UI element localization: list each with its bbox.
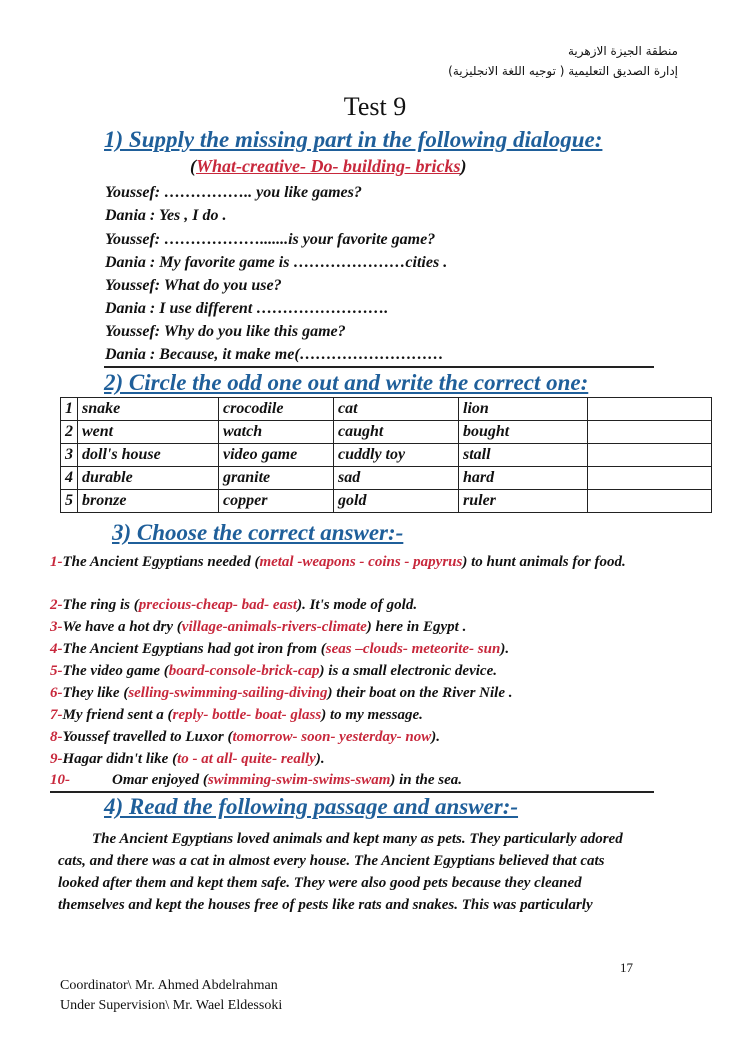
divider: [104, 366, 654, 368]
question-end: ).: [500, 641, 510, 657]
table-row: [61, 490, 712, 513]
question-end: ) is a small electronic device.: [319, 663, 497, 679]
dialogue-speaker: Dania: [105, 207, 146, 224]
word-cell: granite: [219, 467, 334, 490]
question-number: 3-: [50, 619, 63, 635]
question-number: 8-: [50, 729, 63, 745]
question-end: ). It's mode of gold.: [297, 597, 418, 613]
row-number: 4: [61, 467, 78, 490]
question-number: 2-: [50, 597, 63, 613]
question-options: to - at all- quite- really: [177, 751, 316, 767]
word-cell: watch: [219, 421, 334, 444]
question-stem: The Ancient Egyptians needed (: [62, 554, 260, 570]
dialogue-line: [105, 184, 362, 202]
dialogue-text: What do you use?: [163, 277, 282, 294]
dialogue-text: : My favorite game is …………………cities .: [149, 254, 448, 271]
question-item: [50, 705, 720, 726]
word-cell: durable: [78, 467, 219, 490]
dialogue-line: [105, 231, 435, 249]
word-cell: gold: [334, 490, 459, 513]
dialogue-text: : Because, it make me(………………………: [149, 346, 444, 363]
question-options: precious-cheap- bad- east: [138, 597, 298, 613]
word-bank-words: What-creative- Do- building- bricks: [196, 156, 461, 176]
table-row: [61, 444, 712, 467]
divider: [50, 791, 654, 793]
row-number: 3: [61, 444, 78, 467]
question-end: ) here in Egypt .: [366, 619, 467, 635]
answer-cell[interactable]: [588, 467, 712, 490]
question-number: 7-: [50, 707, 63, 723]
dialogue-speaker: Dania: [105, 300, 146, 317]
dialogue-speaker: Youssef:: [105, 184, 161, 201]
table-row: [61, 398, 712, 421]
word-cell: video game: [219, 444, 334, 467]
question-end: ) to my message.: [321, 707, 423, 723]
dialogue-speaker: Youssef:: [105, 231, 161, 248]
word-cell: caught: [334, 421, 459, 444]
word-cell: ruler: [459, 490, 588, 513]
word-bank-close: ): [460, 156, 467, 176]
question-options: village-animals-rivers-climate: [181, 619, 367, 635]
question-stem: Hagar didn't like (: [62, 751, 178, 767]
question-number: 4-: [50, 641, 63, 657]
dialogue-line: [105, 254, 447, 272]
word-cell: copper: [219, 490, 334, 513]
question-stem: The Ancient Egyptians had got iron from (: [62, 641, 326, 657]
section2-heading: 2) Circle the odd one out and write the correct one:: [104, 370, 589, 395]
question-number: 10-: [50, 772, 70, 788]
question-options: board-console-brick-cap: [168, 663, 320, 679]
question-stem: Omar enjoyed (: [112, 772, 208, 788]
question-end: ).: [315, 751, 325, 767]
word-bank: [190, 156, 466, 177]
question-options: swimming-swim-swims-swam: [207, 772, 391, 788]
word-cell: lion: [459, 398, 588, 421]
dialogue-line: [105, 323, 346, 341]
question-item: [50, 617, 720, 638]
question-stem: The ring is (: [62, 597, 139, 613]
dialogue-text: ……………….......is your favorite game?: [164, 231, 436, 248]
word-cell: hard: [459, 467, 588, 490]
word-cell: bought: [459, 421, 588, 444]
question-number: 1-: [50, 554, 63, 570]
table-row: [61, 421, 712, 444]
page-number: 17: [620, 960, 633, 975]
table-row: [61, 467, 712, 490]
word-cell: doll's house: [78, 444, 219, 467]
question-end: ) to hunt animals for food.: [462, 554, 626, 570]
question-item: [50, 639, 720, 660]
odd-one-out-table: [60, 397, 712, 513]
question-item: [50, 661, 720, 682]
dialogue-speaker: Youssef:: [105, 277, 161, 294]
row-number: 2: [61, 421, 78, 444]
dialogue-speaker: Dania: [105, 254, 146, 271]
dialogue-text: : Yes , I do .: [149, 207, 227, 224]
dialogue-line: [105, 207, 227, 225]
word-bank-open: (: [190, 156, 196, 176]
word-cell: crocodile: [219, 398, 334, 421]
question-number: 6-: [50, 685, 63, 701]
question-options: reply- bottle- boat- glass: [172, 707, 322, 723]
word-cell: stall: [459, 444, 588, 467]
row-number: 1: [61, 398, 78, 421]
question-end: ).: [431, 729, 440, 745]
footer-coordinator: Coordinator\ Mr. Ahmed Abdelrahman: [60, 978, 278, 993]
question-end: ) in the sea.: [390, 772, 463, 788]
dialogue-line: [105, 346, 444, 364]
word-cell: snake: [78, 398, 219, 421]
answer-cell[interactable]: [588, 490, 712, 513]
question-item: [50, 595, 720, 616]
question-number: 5-: [50, 663, 63, 679]
dialogue-speaker: Youssef:: [105, 323, 161, 340]
question-stem: The video game (: [62, 663, 169, 679]
dialogue-line: [105, 300, 388, 318]
question-options: selling-swimming-sailing-diving: [128, 685, 328, 701]
question-item: [50, 749, 720, 770]
question-stem: Youssef travelled to Luxor (: [62, 729, 233, 745]
section1-heading: 1) Supply the missing part in the following dialogue:: [104, 127, 603, 152]
question-item: [50, 770, 720, 791]
dialogue-text: Why do you like this game?: [163, 323, 346, 340]
question-stem: They like (: [62, 685, 129, 701]
answer-cell[interactable]: [588, 421, 712, 444]
question-stem: We have a hot dry (: [62, 619, 182, 635]
question-options: seas –clouds- meteorite- sun: [325, 641, 501, 657]
section4-heading: 4) Read the following passage and answer:-: [104, 794, 519, 819]
answer-cell[interactable]: [588, 444, 712, 467]
question-options: tomorrow- soon- yesterday- now: [232, 729, 432, 745]
section3-heading: 3) Choose the correct answer:-: [112, 520, 404, 545]
answer-cell[interactable]: [588, 398, 712, 421]
question-stem: My friend sent a (: [62, 707, 173, 723]
word-cell: went: [78, 421, 219, 444]
row-number: 5: [61, 490, 78, 513]
word-cell: cuddly toy: [334, 444, 459, 467]
header-region: منطقة الجيزة الازهرية: [568, 44, 678, 58]
dialogue-text: …………….. you like games?: [164, 184, 362, 201]
word-cell: bronze: [78, 490, 219, 513]
question-item: [50, 727, 720, 748]
header-administration: إدارة الصديق التعليمية ( توجيه اللغة الانجليزية): [448, 64, 678, 78]
question-item: [50, 683, 720, 704]
question-number: 9-: [50, 751, 63, 767]
question-end: ) their boat on the River Nile .: [327, 685, 513, 701]
dialogue-line: [105, 277, 282, 295]
question-options: metal -weapons - coins - papyrus: [259, 554, 463, 570]
question-item: [50, 552, 720, 573]
footer-supervision: Under Supervision\ Mr. Wael Eldessoki: [60, 998, 283, 1013]
reading-passage: The Ancient Egyptians loved animals and kept many as pets. They particularly adored cats, and there was a cat in almost every house. The Ancient Egyptians believed that cats looked after them and kept them safe. They were also good pets because they cleaned themselves and kept the houses free of pests like rats and snakes. This was particularly: [58, 831, 623, 913]
dialogue-text: : I use different …………………….: [149, 300, 389, 317]
dialogue-speaker: Dania: [105, 346, 146, 363]
word-cell: sad: [334, 467, 459, 490]
word-cell: cat: [334, 398, 459, 421]
test-title: Test 9: [343, 92, 407, 121]
